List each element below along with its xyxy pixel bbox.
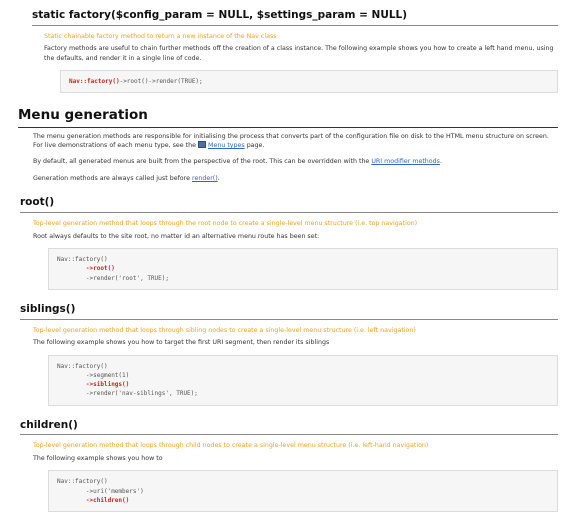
menu-generation-p3: [33, 174, 558, 183]
children-lead: Top-level generation method that loops through child nodes to create a single-level menu structure (i.e. left-hand navigation): [33, 442, 429, 450]
uri-modifier-link[interactable]: URI modifier methods: [371, 158, 440, 166]
code-text: ->root()->render(TRUE);: [119, 78, 203, 86]
code-highlight: Nav::factory(): [69, 78, 120, 86]
p2-text: By default, all generated menus are built from the perspective of the root. This can be overridden with the: [33, 158, 370, 166]
code-line: ->render('nav-siblings', TRUE);: [85, 390, 198, 398]
siblings-code-block: [48, 355, 558, 406]
p3-end: .: [217, 174, 220, 182]
factory-lead: Static chainable factory method to return a new instance of the Nav class: [44, 32, 277, 40]
factory-code-block: [60, 70, 558, 93]
p2-end: .: [439, 158, 442, 166]
children-heading: children(): [20, 418, 558, 436]
children-code-block: [48, 470, 558, 512]
render-link[interactable]: render(): [192, 174, 218, 182]
siblings-desc: The following example shows you how to target the first URI segment, then render its siblings: [33, 339, 330, 347]
children-desc: The following example shows you how to: [33, 454, 163, 462]
code-highlight: ->children(): [85, 496, 130, 504]
code-highlight: ->root(): [85, 265, 115, 273]
root-heading: root(): [20, 195, 558, 213]
factory-heading: static factory($config_param = NULL, $settings_param = NULL): [32, 8, 558, 26]
code-highlight: ->siblings(): [85, 381, 130, 389]
siblings-lead: Top-level generation method that loops through sibling nodes to create a single-level menu structure (i.e. left navigation): [33, 326, 416, 334]
code-line: Nav::factory(): [57, 362, 108, 370]
menu-generation-p2: [33, 157, 558, 166]
code-line: ->segment(1): [85, 371, 130, 379]
code-line: Nav::factory(): [57, 478, 108, 486]
p1-end: page.: [246, 142, 265, 150]
root-code-block: [48, 248, 558, 290]
code-line: ->uri('members'): [85, 487, 144, 495]
menu-icon: [198, 141, 206, 148]
root-lead: Top-level generation method that loops through the root node to create a single-level menu structure (i.e. top navigation): [33, 220, 418, 228]
menu-generation-heading: Menu generation: [18, 105, 558, 127]
code-line: Nav::factory(): [57, 255, 108, 263]
p3-text: Generation methods are always called just before: [33, 174, 190, 182]
siblings-heading: siblings(): [20, 302, 558, 320]
code-line: ->render('root', TRUE);: [85, 274, 169, 282]
menu-generation-p1: [33, 132, 558, 151]
root-desc: Root always defaults to the site root, no matter id an alternative menu route has been set:: [33, 232, 320, 240]
p1-text: The menu generation methods are responsible for initialising the process that converts part of the configuration file on disk to the HTML menu structure on screen. For live demonstrations of each menu type, see the: [33, 132, 549, 150]
menu-types-link[interactable]: Menu types: [208, 142, 245, 150]
factory-desc: Factory methods are useful to chain further methods off the creation of a class instance. The following example shows you how to create a left hand menu, using the defaults, and render it in a single line of code.: [44, 45, 554, 62]
